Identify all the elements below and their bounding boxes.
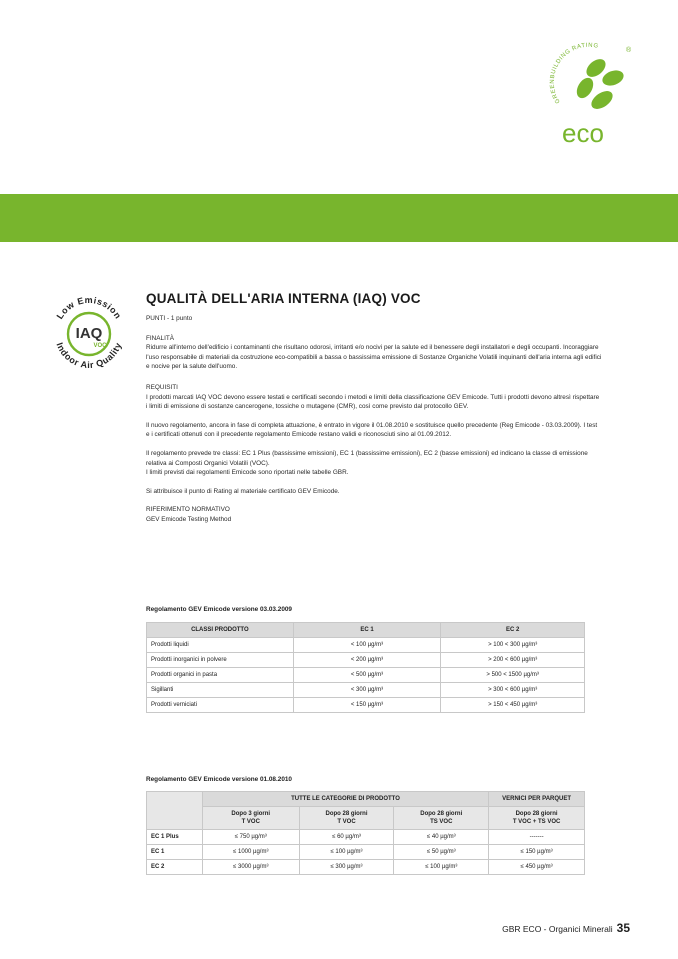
table-row (147, 830, 585, 845)
table-subheader-cell: Dopo 28 giorni T VOC (299, 807, 394, 830)
table-group-header: VERNICI PER PARQUET (489, 792, 585, 807)
badge-sub-text: VOC (93, 343, 107, 349)
badge-top-text: Low Emission (54, 294, 124, 321)
table-cell: ≤ 100 µg/m³ (299, 845, 394, 860)
requisiti-section (146, 383, 602, 496)
table-cell: ≤ 50 µg/m³ (394, 845, 489, 860)
leaf-icon (573, 75, 596, 101)
svg-text:Low Emission (55, 295, 124, 321)
table-cell: > 200 < 600 µg/m³ (441, 653, 585, 668)
table-cell: Prodotti inorganici in polvere (147, 653, 294, 668)
requisiti-p3: Il regolamento prevede tre classi: EC 1 Plus (bassissime emissioni), EC 1 (bassissime emissioni), EC 2 (basse emissioni) ed indicano la classe di emissione relativa ai Composti Organici Volatili (VOC). I limiti previsti dai regolamenti Emicode sono riportati nelle tabelle GBR. (146, 449, 588, 477)
table-cell: Sigillanti (147, 683, 294, 698)
leaf-icon (588, 87, 616, 112)
table-row (147, 698, 585, 713)
table-group-header: TUTTE LE CATEGORIE DI PRODOTTO (202, 792, 488, 807)
requisiti-p1: I prodotti marcati IAQ VOC devono essere testati e certificati secondo i metodi e limiti della classificazione GEV Emicode. Tutti i prodotti devono altresì rispettare i limiti di emissione di sostanze cancerogene, tossiche o mutagene (CMR), così come previsto dal protocollo GEV. (146, 393, 600, 411)
table-cell: > 300 < 600 µg/m³ (441, 683, 585, 698)
finalita-section (146, 334, 602, 372)
table-cell: > 500 < 1500 µg/m³ (441, 668, 585, 683)
table-row (147, 638, 585, 653)
badge-bottom-text: Indoor Air Quality (54, 340, 124, 371)
table-cell: EC 2 (147, 860, 203, 875)
table-header-row (147, 623, 585, 638)
table-cell: Prodotti verniciati (147, 698, 294, 713)
logo-reg-mark: ® (626, 47, 632, 54)
table-cell: > 100 < 300 µg/m³ (441, 638, 585, 653)
table-cell: ≤ 750 µg/m³ (202, 830, 299, 845)
footer-label: GBR ECO - Organici Minerali (502, 924, 613, 934)
table1-caption: Regolamento GEV Emicode versione 03.03.2009 (146, 606, 292, 613)
table-row (147, 845, 585, 860)
table-subheader-cell: Dopo 3 giorni T VOC (202, 807, 299, 830)
table-header-cell: EC 2 (441, 623, 585, 638)
table-header-empty (147, 792, 203, 830)
table-header-row (147, 792, 585, 807)
table-cell: < 200 µg/m³ (293, 653, 441, 668)
page-number: 35 (616, 921, 630, 935)
table-cell: ≤ 1000 µg/m³ (202, 845, 299, 860)
table-cell: Prodotti organici in pasta (147, 668, 294, 683)
table-cell: ≤ 100 µg/m³ (394, 860, 489, 875)
table-cell: ≤ 450 µg/m³ (489, 860, 585, 875)
table-row (147, 668, 585, 683)
page-title: QUALITÀ DELL'ARIA INTERNA (IAQ) VOC (146, 291, 421, 306)
table-cell: < 100 µg/m³ (293, 638, 441, 653)
requisiti-p4: Si attribuisce il punto di Rating al materiale certificato GEV Emicode. (146, 487, 340, 495)
main-content (146, 291, 602, 525)
table-cell: ≤ 300 µg/m³ (299, 860, 394, 875)
table-cell: ≤ 3000 µg/m³ (202, 860, 299, 875)
table-subheader-row (147, 807, 585, 830)
leaf-icon (600, 68, 625, 89)
table-cell: < 500 µg/m³ (293, 668, 441, 683)
table-cell: ≤ 150 µg/m³ (489, 845, 585, 860)
iaq-voc-badge (48, 293, 130, 375)
table-header-cell: CLASSI PRODOTTO (147, 623, 294, 638)
finalita-label: FINALITÀ (146, 334, 175, 342)
riferimento-label: RIFERIMENTO NORMATIVO (146, 506, 230, 514)
greenbuilding-eco-logo (540, 40, 640, 150)
table-header-cell: EC 1 (293, 623, 441, 638)
table-cell: < 150 µg/m³ (293, 698, 441, 713)
table-cell: < 300 µg/m³ (293, 683, 441, 698)
table-row (147, 860, 585, 875)
table-cell: > 150 < 450 µg/m³ (441, 698, 585, 713)
table-cell: EC 1 (147, 845, 203, 860)
punti-line: PUNTI - 1 punto (146, 315, 193, 322)
requisiti-label: REQUISITI (146, 383, 178, 391)
table-subheader-cell: Dopo 28 giorni TS VOC (394, 807, 489, 830)
emicode-2010-table (146, 791, 585, 875)
badge-center-text: IAQ (75, 325, 103, 342)
page-footer (502, 921, 630, 935)
logo-eco-text: eco (562, 118, 604, 148)
table-subheader-cell: Dopo 28 giorni T VOC + TS VOC (489, 807, 585, 830)
table-cell: ≤ 40 µg/m³ (394, 830, 489, 845)
requisiti-p2: Il nuovo regolamento, ancora in fase di completa attuazione, è entrato in vigore il 01.08.2010 e sostituisce quello precedente (Reg Emicode - 03.03.2009). I test e i certificati ottenuti con il precedente regolamento Emicode restano validi e riconosciuti sino al 01.09.2012. (146, 421, 598, 439)
table-row (147, 653, 585, 668)
riferimento-text: GEV Emicode Testing Method (146, 515, 232, 523)
header-green-band (0, 194, 678, 242)
riferimento-section (146, 505, 602, 524)
table2-caption: Regolamento GEV Emicode versione 01.08.2010 (146, 776, 292, 783)
table-cell: ≤ 60 µg/m³ (299, 830, 394, 845)
finalita-text: Ridurre all'interno dell'edificio i contaminanti che risultano odorosi, irritanti e/o nocivi per la salute ed il benessere degli installatori e degli occupanti. Incoraggiare l'uso responsabile di materiali da costruzione eco-compatibili a bassa o bassissima emissione di Sostanze Organiche Volatili inquinanti dell'aria interna agli edifici e nocive per la salute dell'uomo. (146, 344, 602, 371)
table-row (147, 683, 585, 698)
table-cell: Prodotti liquidi (147, 638, 294, 653)
table-cell: ------- (489, 830, 585, 845)
emicode-2009-table (146, 622, 585, 713)
table-cell: EC 1 Plus (147, 830, 203, 845)
logo-ring-text: GREENBUILDING RATING (549, 42, 600, 105)
